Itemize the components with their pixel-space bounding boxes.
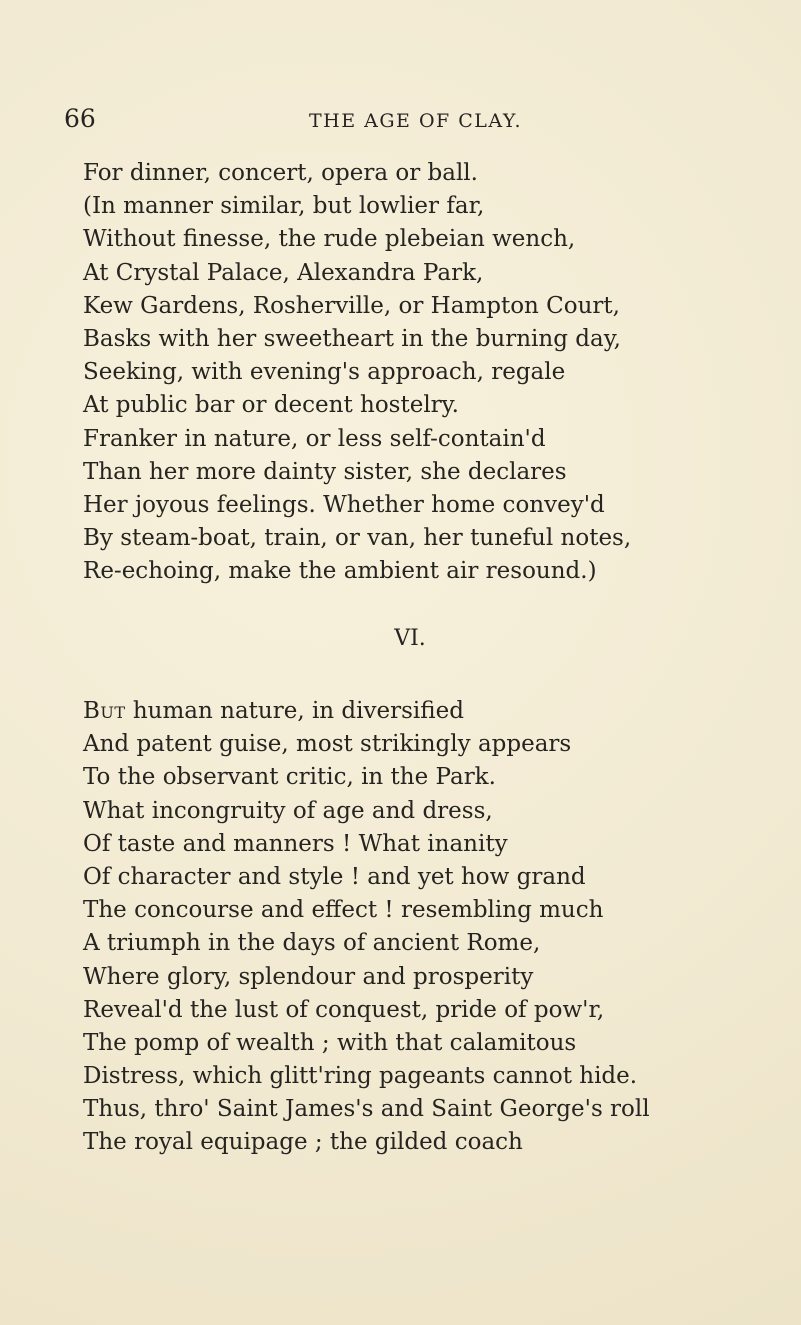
verse-line: And patent guise, most strikingly appears (83, 731, 572, 758)
section-numeral: VI. (394, 626, 426, 651)
verse-line: Of character and style ! and yet how grand (83, 863, 586, 890)
verse-line: The royal equipage ; the gilded coach (83, 1129, 523, 1156)
stanza-top (83, 157, 773, 588)
verse-line: The pomp of wealth ; with that calamitous (83, 1029, 577, 1056)
verse-line: Basks with her sweetheart in the burning day, (83, 325, 621, 352)
verse-line: By steam-boat, train, or van, her tuneful notes, (83, 525, 632, 552)
verse-line: A triumph in the days of ancient Rome, (83, 930, 541, 957)
verse-line: Kew Gardens, Rosherville, or Hampton Court, (83, 292, 620, 319)
verse-line: At Crystal Palace, Alexandra Park, (83, 259, 484, 286)
stanza-bottom (83, 695, 783, 1160)
verse-line: At public bar or decent hostelry. (83, 392, 459, 419)
verse-line: Re-echoing, make the ambient air resound.) (83, 558, 597, 585)
verse-line: Than her more dainty sister, she declares (83, 458, 567, 485)
verse-line: (In manner similar, but lowlier far, (83, 193, 485, 220)
running-head (64, 104, 664, 138)
opening-word: But (83, 698, 126, 724)
verse-line: What incongruity of age and dress, (83, 797, 493, 824)
verse-line: Where glory, splendour and prosperity (83, 963, 534, 990)
verse-line: Reveal'd the lust of conquest, pride of pow'r, (83, 996, 605, 1023)
page-number: 66 (64, 104, 96, 133)
opening-line-rest: human nature, in diversified (125, 698, 464, 724)
verse-line: Thus, thro' Saint James's and Saint George's roll (83, 1096, 650, 1123)
verse-line: Of taste and manners ! What inanity (83, 830, 508, 857)
verse-line: Without finesse, the rude plebeian wench, (83, 226, 576, 253)
verse-line: Franker in nature, or less self-contain'd (83, 425, 546, 452)
verse-line: Seeking, with evening's approach, regale (83, 359, 566, 386)
verse-line: Her joyous feelings. Whether home convey'd (83, 491, 605, 518)
verse-line: The concourse and effect ! resembling much (83, 897, 604, 924)
running-title: THE AGE OF CLAY. (309, 110, 522, 132)
verse-line: To the observant critic, in the Park. (83, 764, 496, 791)
verse-line: For dinner, concert, opera or ball. (83, 160, 478, 186)
verse-line-first (83, 695, 783, 728)
verse-line: Distress, which glitt'ring pageants cannot hide. (83, 1063, 638, 1090)
